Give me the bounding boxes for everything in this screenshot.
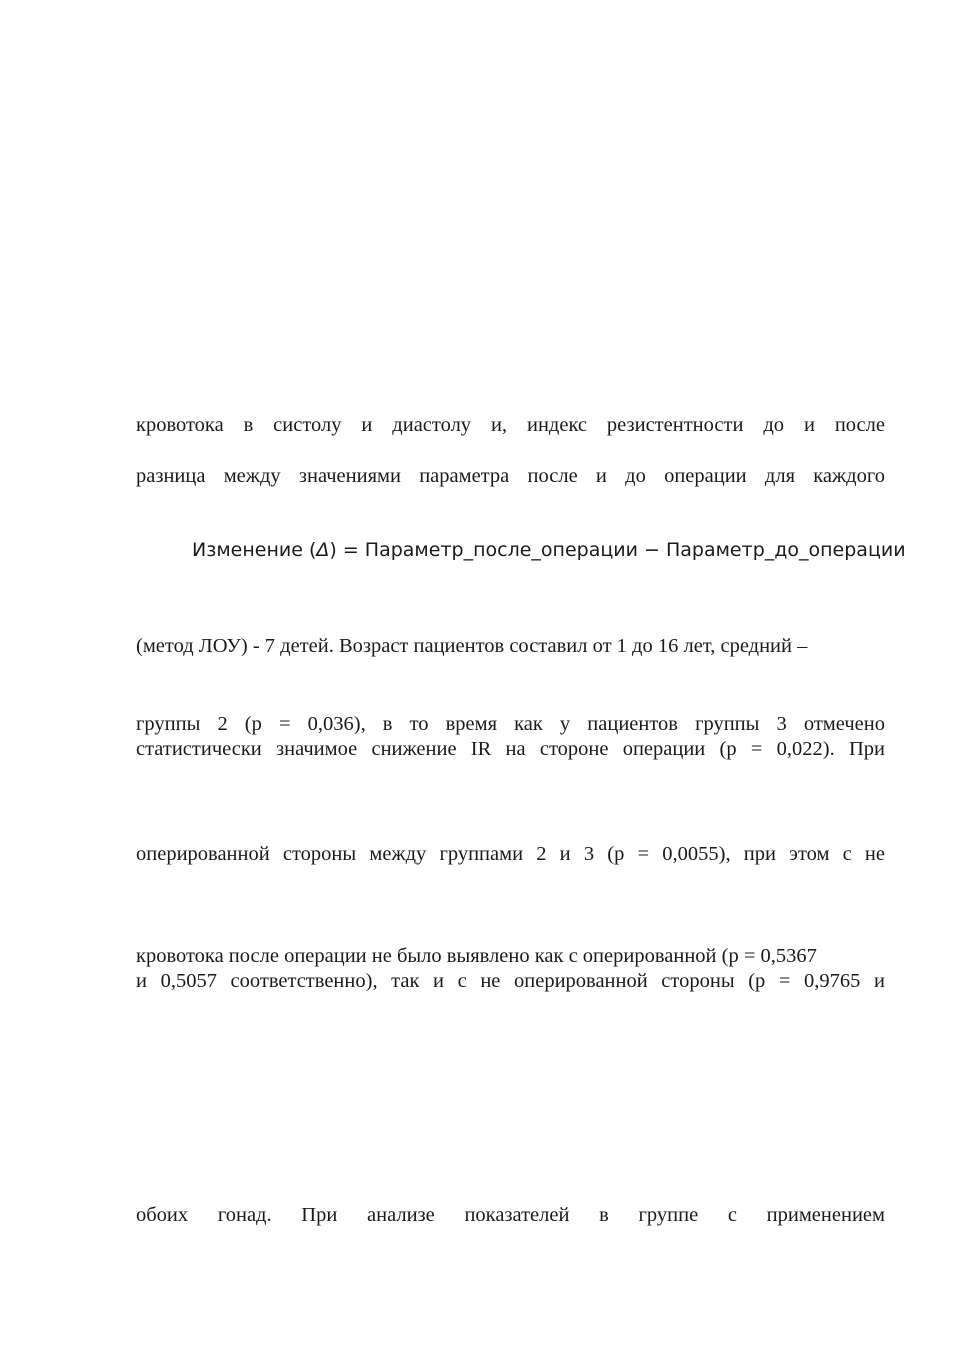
formula-right: ) = Параметр_после_операции − Параметр_до_операции [329, 539, 906, 561]
text-line-2: разница между значениями параметра после и до операции для каждого [136, 465, 885, 487]
text-line-7: кровотока после операции не было выявлено как с оперированной (p = 0,5367 [136, 945, 817, 967]
formula-delta: Δ [316, 539, 330, 561]
text-line-9: обоих гонад. При анализе показателей в группе с применением [136, 1204, 885, 1226]
text-line-4: группы 2 (p = 0,036), в то время как у пациентов группы 3 отмечено [136, 713, 885, 735]
text-line-3: (метод ЛОУ) - 7 детей. Возраст пациентов составил от 1 до 16 лет, средний – [136, 635, 808, 657]
text-line-1: кровотока в систолу и диастолу и, индекс резистентности до и после [136, 414, 885, 436]
text-line-6: оперированной стороны между группами 2 и 3 (p = 0,0055), при этом с не [136, 843, 885, 865]
change-formula [192, 536, 906, 564]
text-line-8: и 0,5057 соответственно), так и с не оперированной стороны (p = 0,9765 и [136, 970, 885, 992]
formula-left: Изменение ( [192, 539, 317, 561]
text-line-5: статистически значимое снижение IR на стороне операции (p = 0,022). При [136, 738, 885, 760]
